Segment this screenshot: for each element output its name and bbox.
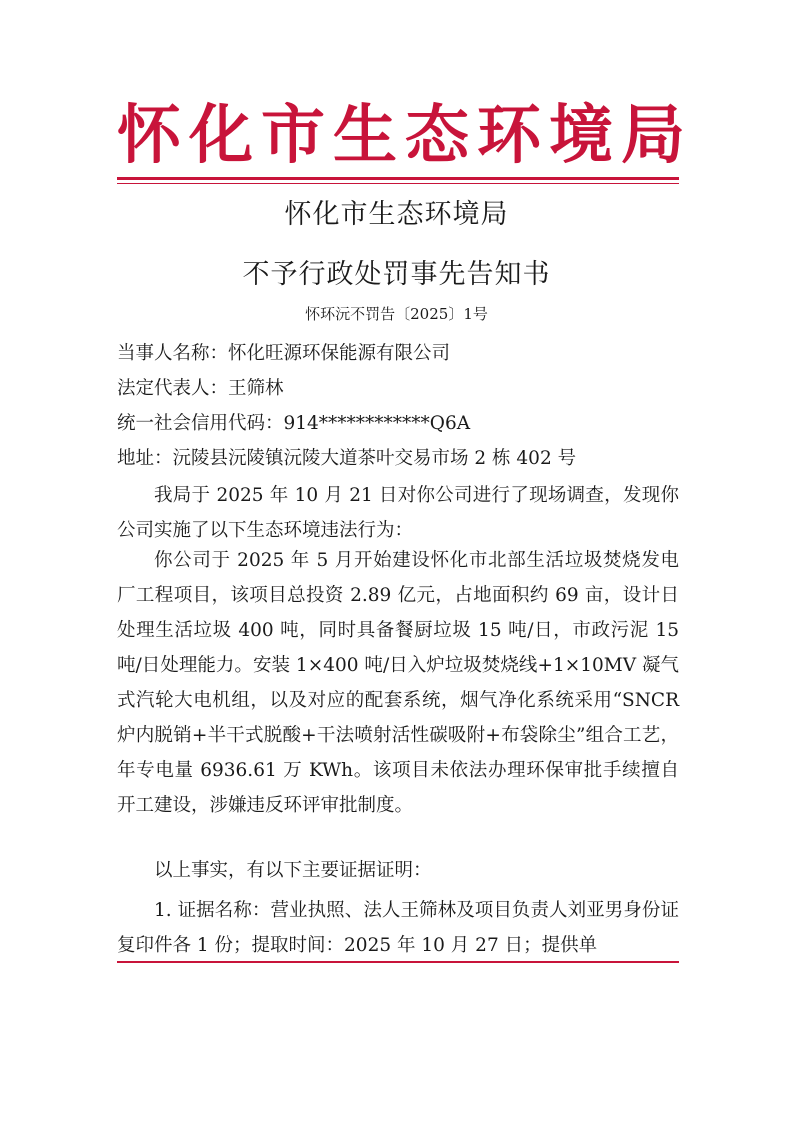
masthead-rule-thin: [117, 183, 679, 184]
masthead-rule-thick: [117, 177, 679, 180]
paragraph-evidence-1: 1. 证据名称：营业执照、法人王筛林及项目负责人刘亚男身份证复印件各 1 份；提取时间：2025 年 10 月 27 日；提供单: [117, 900, 679, 956]
document-title: 不予行政处罚事先告知书: [242, 259, 551, 290]
paragraph-evidence-intro: 以上事实，有以下主要证据证明：: [154, 860, 432, 881]
organization-title: 怀化市生态环境局: [284, 199, 509, 230]
address: 地址：沅陵县沅陵镇沅陵大道茶叶交易市场 2 栋 402 号: [117, 448, 577, 469]
paragraph-investigation: 我局于 2025 年 10 月 21 日对你公司进行了现场调查，发现你公司实施了以下生态环境违法行为：: [117, 485, 679, 541]
masthead-title: 怀化市生态环境局: [117, 98, 693, 173]
paragraph-facts: 你公司于 2025 年 5 月开始建设怀化市北部生活垃圾焚烧发电厂工程项目，该项目总投资 2.89 亿元，占地面积约 69 亩，设计日处理生活垃圾 400 吨，同时具备餐厨垃圾 15 吨/日，市政污泥 15 吨/日处理能力。安装 1×400 吨/日入炉垃圾焚烧线+1×10MV 凝气式汽轮大电机组，以及对应的配套系统，烟气净化系统采用“SNCR 炉内脱销+半干式脱酸+干法喷射活性碳吸附+布袋除尘”组合工艺，年专电量 6936.61 万 KWh。该项目未依法办理环保审批手续擅自开工建设，涉嫌违反环评审批制度。: [117, 550, 679, 816]
document-number: 怀环沅不罚告〔2025〕1号: [305, 305, 488, 323]
bottom-rule: [117, 961, 679, 963]
party-name: 当事人名称：怀化旺源环保能源有限公司: [117, 343, 451, 364]
legal-representative: 法定代表人：王筛林: [117, 378, 284, 399]
credit-code: 统一社会信用代码：914************Q6A: [117, 413, 471, 434]
